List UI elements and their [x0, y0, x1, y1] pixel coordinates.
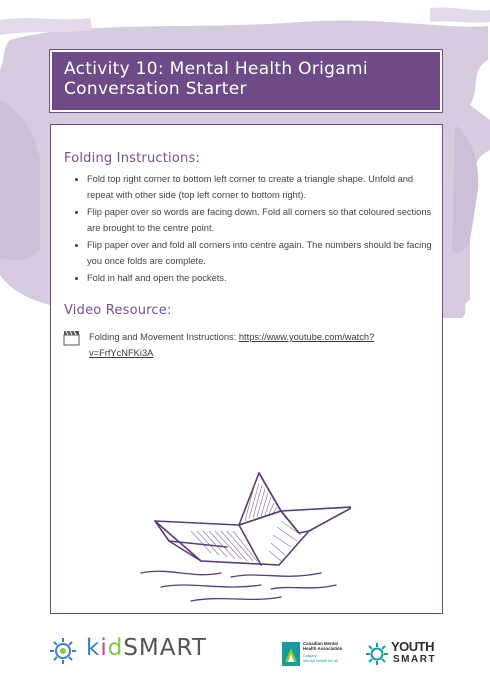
- video-label: Folding and Movement Instructions:: [89, 332, 239, 342]
- kid-word-smart: SMART: [123, 635, 207, 661]
- folding-instructions-heading: Folding Instructions:: [64, 151, 200, 166]
- cmha-line2: Health Association: [303, 646, 343, 652]
- youtube-link-line1: https://www.youtube.com/watch?: [238, 332, 375, 342]
- list-item: • Flip paper over so words are facing down. Fold all corners so that coloured sections are brought to the centre point.: [87, 204, 439, 236]
- cmha-leaf-icon: [282, 642, 300, 666]
- kidsmart-wordmark: [86, 635, 207, 661]
- video-resource-text: [89, 329, 429, 361]
- clapperboard-icon: [63, 329, 80, 346]
- youthsmart-logo: [365, 640, 445, 670]
- list-item: • Flip paper over and fold all corners into centre again. The numbers should be facing you once folds are complete.: [87, 237, 439, 269]
- origami-boat-illustration: [131, 461, 351, 611]
- list-item: • Fold top right corner to bottom left corner to create a triangle shape. Unfold and repeat with other side (top left corner to bottom right).: [87, 171, 439, 203]
- smart-word: SMART: [393, 654, 437, 665]
- title-line-1: Activity 10: Mental Health Origami: [64, 59, 368, 79]
- cmha-sub: [303, 653, 338, 663]
- cmha-logo: [282, 640, 362, 670]
- kidsmart-logo: [48, 632, 208, 672]
- kid-letter-k: k: [86, 635, 101, 661]
- cmha-line3: Calgary: [303, 653, 317, 658]
- kid-letter-i: i: [100, 635, 108, 661]
- activity-title-banner: [50, 50, 442, 112]
- kid-letter-d: d: [107, 635, 124, 661]
- cmha-line1: Canadian Mental: [303, 641, 338, 646]
- folding-steps-list: [71, 171, 439, 287]
- title-line-2: Conversation Starter: [64, 79, 247, 99]
- cmha-name: [303, 641, 342, 652]
- gear-icon: [365, 642, 389, 666]
- youth-word: YOUTH: [391, 639, 434, 654]
- cmha-tagline: Mental health for all: [303, 658, 338, 663]
- youtube-link-line2: v=FrfYcNFKi3A: [89, 348, 154, 358]
- video-resource-heading: Video Resource:: [64, 303, 172, 318]
- list-item: • Fold in half and open the pockets.: [87, 270, 439, 286]
- gear-icon: [48, 636, 78, 666]
- content-card: [50, 124, 443, 614]
